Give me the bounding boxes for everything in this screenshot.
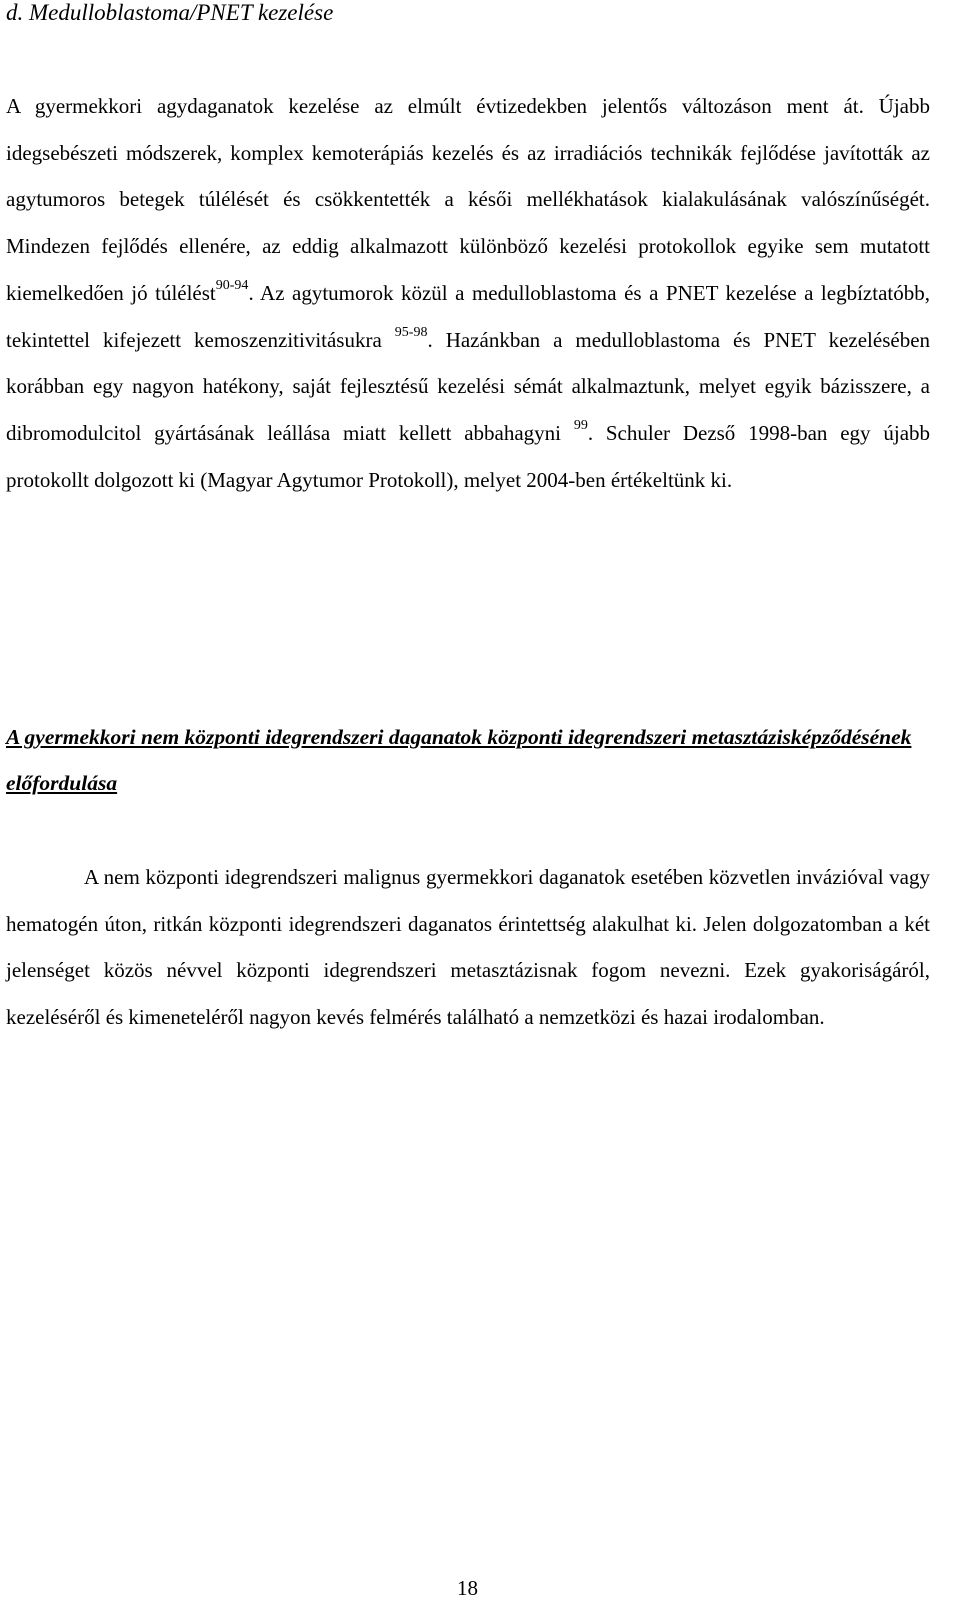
section-title: d. Medulloblastoma/PNET kezelése xyxy=(6,0,334,25)
citation-reference: 95-98 xyxy=(394,324,428,340)
chapter-heading: A gyermekkori nem központi idegrendszeri daganatok központi idegrendszeri metasztázisképződésének előfordulása xyxy=(6,725,912,795)
paragraph-text: . Hazánkban a medulloblastoma és PNET kezelésében korábban egy nagyon hatékony, saját fejlesztésű kezelési sémát alkalmaztunk, melyet egyik bázisszere, a dibromodulcitol gyártásának leállása miatt kellett abbahagyni xyxy=(6,327,931,445)
citation-reference: 99 xyxy=(573,417,588,433)
page-number: 18 xyxy=(457,1576,478,1600)
paragraph-metastasis xyxy=(6,854,930,1041)
citation-reference: 90-94 xyxy=(215,277,249,293)
paragraph-text: A nem központi idegrendszeri malignus gyermekkori daganatok esetében közvetlen invázióval vagy hematogén úton, ritkán központi idegrendszeri daganatos érintettség alakulhat ki. Jelen dolgozatomban a két jelenséget közös névvel központi idegrendszeri metasztázisnak fogom nevezni. Ezek gyakoriságáról, kezeléséről és kimeneteléről nagyon kevés felmérés található a nemzetközi és hazai irodalomban. xyxy=(6,865,930,1030)
paragraph-text: . Az agytumorok közül a medulloblastoma és a PNET kezelése a legbíztatóbb, tekintettel kifejezett kemoszenzitivitásukra xyxy=(6,280,930,352)
paragraph-text: A gyermekkori agydaganatok kezelése az elmúlt évtizedekben jelentős változáson ment át. Újabb idegsebészeti módszerek, komplex kemoterápiás kezelés és az irradiációs technikák fejlődése javították az agytumoros betegek túlélését és csökkentették a késői mellékhatások kialakulásának valószínűségét. Mindezen fejlődés ellenére, az eddig alkalmazott különböző kezelési protokollok egyike sem mutatott kiemelkedően jó túlélést xyxy=(6,94,930,305)
paragraph-treatment xyxy=(6,83,930,503)
paragraph-text: . Schuler Dezső 1998-ban egy újabb protokollt dolgozott ki (Magyar Agytumor Protokoll), melyet 2004-ben értékeltünk ki. xyxy=(6,420,931,492)
